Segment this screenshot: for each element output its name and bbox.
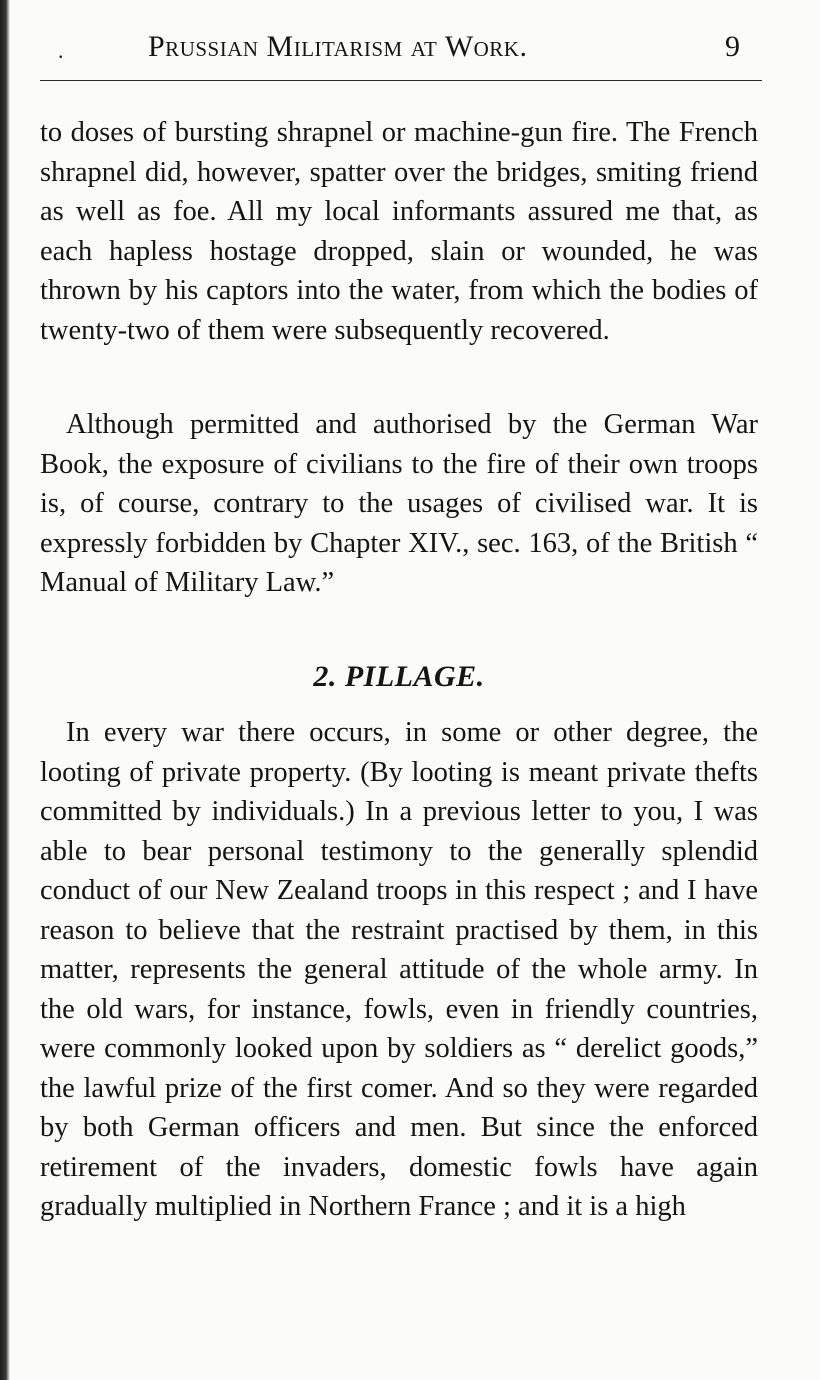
paragraph-pillage — [40, 713, 758, 1227]
page-number: 9 — [725, 30, 740, 63]
page-header — [40, 30, 770, 70]
paragraph-war-book — [40, 405, 758, 603]
paragraph-text: to doses of bursting shrapnel or machine-gun fire. The French shrapnel did, however, spatter over the bridges, smiting friend as well as foe. All my local informants assured me that, as each hapless hostage dropped, slain or wounded, he was thrown by his captors into the water, from which the bodies of twenty-two of them were subsequently recovered. — [40, 117, 758, 346]
paragraph-text: In every war there occurs, in some or other degree, the looting of private property. (By looting is meant private thefts committed by individuals.) In a previous letter to you, I was able to bear personal testimony to the generally splendid conduct of our New Zealand troops in this respect ; and I have reason to believe that the restraint practised by them, in this matter, represents the general attitude of the whole army. In the old wars, for instance, fowls, even in friendly countries, were commonly looked upon by soldiers as “ derelict goods,” the lawful prize of the first comer. And so they were regarded by both German officers and men. But since the enforced retirement of the invaders, domestic fowls have again gradually multiplied in Northern France ; and it is a high — [40, 717, 758, 1222]
header-rule — [40, 80, 762, 81]
paragraph-continued — [40, 113, 758, 350]
running-head: Prussian Militarism at Work. — [148, 30, 528, 63]
scan-edge — [0, 0, 10, 1380]
header-marker: . — [58, 38, 64, 63]
section-heading: 2. PILLAGE. — [313, 660, 485, 693]
paragraph-text: Although permitted and authorised by the German War Book, the exposure of civilians to the fire of their own troops is, of course, contrary to the usages of civilised war. It is expressly forbidden by Chapter XIV., sec. 163, of the British “ Manual of Military Law.” — [40, 409, 758, 598]
